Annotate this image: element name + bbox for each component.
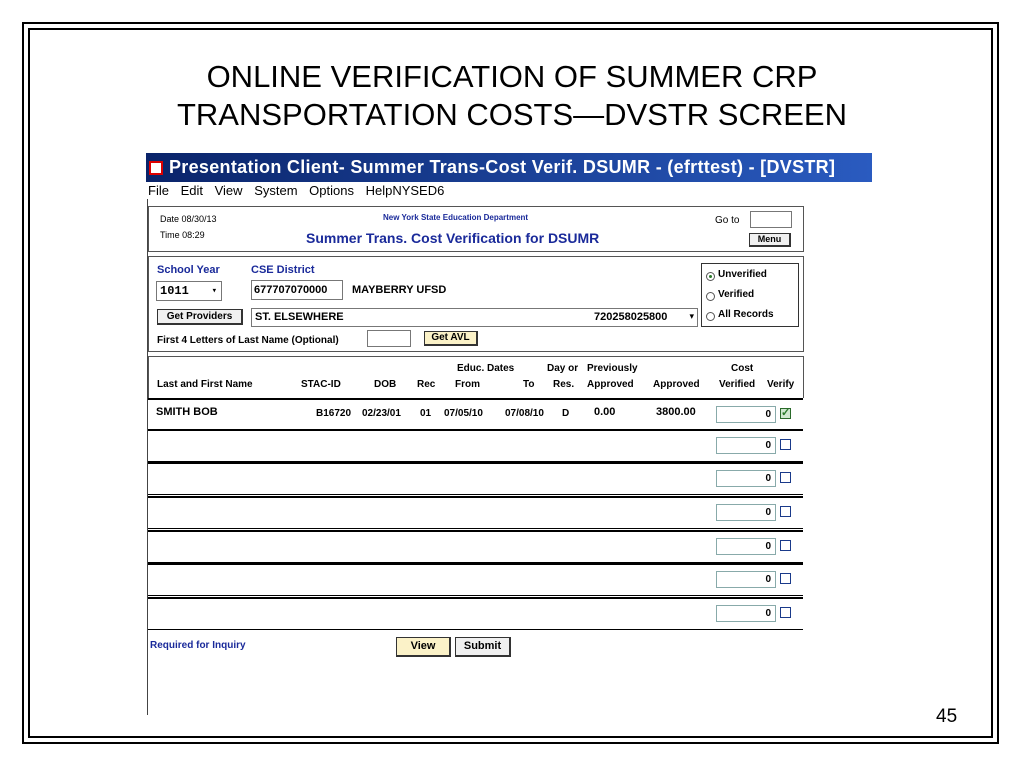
cell-day-res: D bbox=[562, 408, 570, 419]
col-from: From bbox=[455, 379, 480, 390]
verify-checkbox[interactable] bbox=[780, 472, 791, 483]
radio-all-records-label: All Records bbox=[718, 309, 774, 320]
chevron-down-icon: ▾ bbox=[211, 286, 217, 296]
radio-unverified[interactable] bbox=[706, 272, 715, 281]
window-title-bar bbox=[146, 153, 872, 182]
page-number: 45 bbox=[936, 706, 958, 727]
school-year-value: 1011 bbox=[160, 284, 189, 298]
header-panel bbox=[148, 206, 804, 252]
cell-to: 07/08/10 bbox=[505, 408, 544, 419]
verify-checkbox[interactable] bbox=[780, 439, 791, 450]
radio-unverified-label: Unverified bbox=[718, 269, 767, 280]
col-rec: Rec bbox=[417, 379, 436, 390]
table-row bbox=[148, 563, 803, 596]
col-previously: Previously bbox=[587, 363, 638, 374]
verify-checkbox[interactable] bbox=[780, 607, 791, 618]
time-label: Time 08:29 bbox=[160, 230, 205, 240]
provider-name: ST. ELSEWHERE bbox=[255, 311, 344, 323]
verify-checkbox[interactable] bbox=[780, 506, 791, 517]
get-providers-button[interactable]: Get Providers bbox=[157, 309, 243, 325]
required-label: Required for Inquiry bbox=[150, 640, 246, 651]
table-row bbox=[148, 496, 803, 529]
cost-verified-input[interactable]: 0 bbox=[716, 470, 776, 487]
cost-verified-input[interactable]: 0 bbox=[716, 605, 776, 622]
col-verify: Verify bbox=[767, 379, 795, 390]
col-to: To bbox=[523, 379, 535, 390]
col-prev-approved: Approved bbox=[587, 379, 634, 390]
cost-verified-input[interactable]: 0 bbox=[716, 437, 776, 454]
filter-panel bbox=[148, 256, 804, 352]
menu-file[interactable]: File bbox=[148, 183, 169, 198]
table-row bbox=[148, 398, 803, 431]
date-label: Date 08/30/13 bbox=[160, 214, 217, 224]
radio-all-records[interactable] bbox=[706, 312, 715, 321]
col-name: Last and First Name bbox=[157, 379, 253, 390]
cell-from: 07/05/10 bbox=[444, 408, 483, 419]
school-year-select[interactable] bbox=[156, 281, 222, 301]
menu-help[interactable]: HelpNYSED6 bbox=[365, 183, 445, 198]
col-res: Res. bbox=[553, 379, 575, 390]
chevron-down-icon: ▾ bbox=[689, 311, 694, 321]
menu-system[interactable]: System bbox=[254, 183, 298, 198]
slide-title-line2: TRANSPORTATION COSTS—DVSTR SCREEN bbox=[176, 97, 847, 132]
table-row bbox=[148, 462, 803, 495]
radio-verified-label: Verified bbox=[718, 289, 755, 300]
cost-verified-input[interactable]: 0 bbox=[716, 538, 776, 555]
get-avl-button[interactable]: Get AVL bbox=[424, 331, 478, 346]
cell-prev-approved: 0.00 bbox=[594, 406, 616, 418]
last-name-label: First 4 Letters of Last Name (Optional) bbox=[157, 335, 339, 346]
app-icon bbox=[149, 161, 163, 175]
provider-code: 720258025800 bbox=[594, 311, 668, 323]
table-row bbox=[148, 429, 803, 462]
department-label: New York State Education Department bbox=[383, 213, 529, 222]
slide-title-line1: ONLINE VERIFICATION OF SUMMER CRP bbox=[206, 59, 818, 94]
radio-verified[interactable] bbox=[706, 292, 715, 301]
cse-code-input[interactable]: 677707070000 bbox=[251, 280, 343, 300]
col-dob: DOB bbox=[374, 379, 397, 390]
cell-rec: 01 bbox=[420, 408, 432, 419]
status-radio-group bbox=[701, 263, 799, 327]
cost-verified-input[interactable]: 0 bbox=[716, 571, 776, 588]
cell-dob: 02/23/01 bbox=[362, 408, 401, 419]
menu-button[interactable]: Menu bbox=[749, 233, 791, 247]
cse-name: MAYBERRY UFSD bbox=[352, 284, 447, 296]
col-approved: Approved bbox=[653, 379, 700, 390]
verify-checkbox[interactable] bbox=[780, 573, 791, 584]
window-title: Presentation Client- Summer Trans-Cost Verif. DSUMR - (efrttest) - [DVSTR] bbox=[169, 157, 836, 177]
col-stac: STAC-ID bbox=[301, 379, 341, 390]
submit-button[interactable]: Submit bbox=[455, 637, 511, 657]
cse-district-label: CSE District bbox=[251, 264, 315, 276]
menu-view[interactable]: View bbox=[214, 183, 243, 198]
menu-bar bbox=[148, 183, 452, 199]
provider-select[interactable] bbox=[251, 308, 698, 327]
cost-verified-input[interactable]: 0 bbox=[716, 504, 776, 521]
col-day-or: Day or bbox=[547, 363, 579, 374]
last-name-input[interactable] bbox=[367, 330, 411, 347]
screen-title: Summer Trans. Cost Verification for DSUMR bbox=[306, 230, 600, 246]
cell-name: SMITH BOB bbox=[156, 406, 218, 418]
menu-edit[interactable]: Edit bbox=[180, 183, 203, 198]
verify-checkbox[interactable] bbox=[780, 408, 791, 419]
table-header bbox=[148, 356, 804, 398]
goto-label: Go to bbox=[715, 215, 740, 226]
cell-stac: B16720 bbox=[316, 408, 352, 419]
col-cost: Cost bbox=[731, 363, 754, 374]
goto-input[interactable] bbox=[750, 211, 792, 228]
table-row bbox=[148, 597, 803, 630]
menu-options[interactable]: Options bbox=[309, 183, 354, 198]
col-educ-dates: Educ. Dates bbox=[457, 363, 515, 374]
col-verified: Verified bbox=[719, 379, 756, 390]
cost-verified-input[interactable]: 0 bbox=[716, 406, 776, 423]
verify-checkbox[interactable] bbox=[780, 540, 791, 551]
table-row bbox=[148, 530, 803, 563]
slide-title bbox=[0, 58, 1024, 134]
school-year-label: School Year bbox=[157, 264, 220, 276]
cell-approved: 3800.00 bbox=[656, 406, 696, 418]
view-button[interactable]: View bbox=[396, 637, 451, 657]
